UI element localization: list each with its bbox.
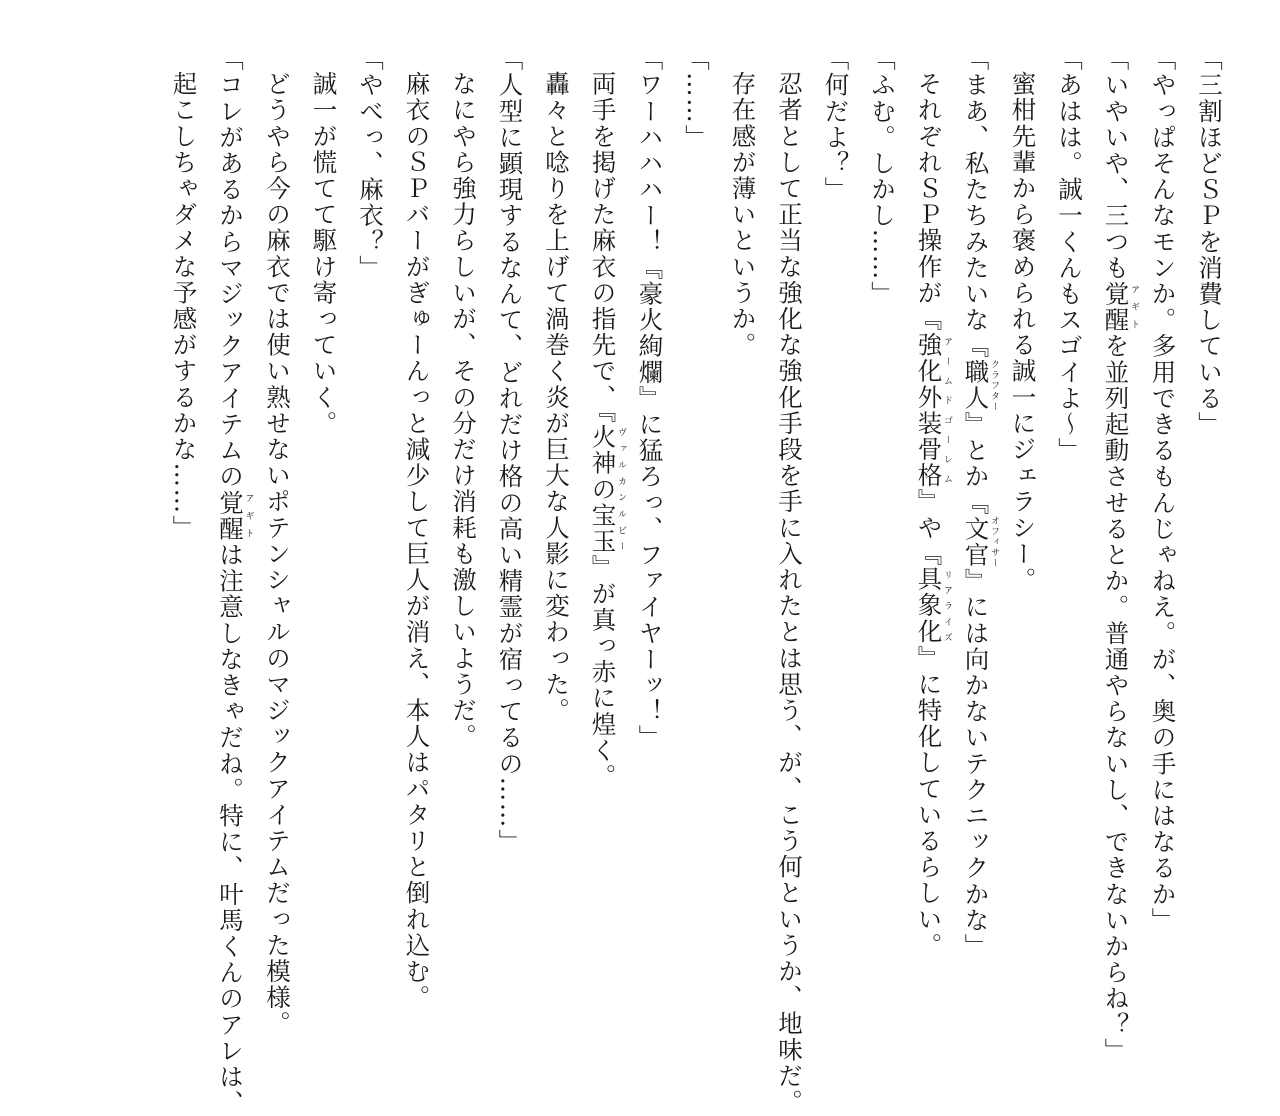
text-segment: 「まあ、私たちみたいな『 xyxy=(961,46,991,360)
text-line-20: 誠一が慌てて駆け寄っていく。 xyxy=(309,70,339,436)
text-segment: を並列起動させるとか。普通やらないし、できないからね？」 xyxy=(1101,333,1131,1064)
text-segment: は注意しなきゃだね。特に、叶馬くんのアレは、 xyxy=(216,541,245,1116)
text-line-14 xyxy=(579,46,626,1046)
text-segment: 「いやいや、三つも xyxy=(1101,46,1131,281)
text-segment: 』に特化しているらしい。 xyxy=(914,644,944,958)
text-line-10: 忍者として正当な強化な強化手段を手に入れたとは思う、が、こう何というか、地味だ。 xyxy=(775,70,804,1115)
text-line-6 xyxy=(952,46,999,1046)
text-segment: 』には向かないテクニックかな」 xyxy=(961,568,991,960)
text-line-12: 「……」 xyxy=(682,46,711,151)
text-line-3 xyxy=(1092,46,1139,1064)
text-segment: 』とか『 xyxy=(961,411,991,516)
text-line-8: 「ふむ。しかし……」 xyxy=(868,46,897,307)
text-line-17: なにやら強力らしいが、その分だけ消耗も激しいようだ。 xyxy=(449,70,478,750)
text-segment: 両手を掲げた麻衣の指先で、『 xyxy=(588,70,618,424)
ruby-annotation: 文官オフィサー xyxy=(961,515,999,569)
ruby-annotation: 強化外装骨格アームドゴーレム xyxy=(914,331,952,489)
ruby-annotation: 火神の宝玉ヴァルカンルビー xyxy=(588,423,626,555)
vertical-text-body xyxy=(160,46,1232,1116)
text-line-13: 「ワーハハハー！『豪火絢爛』に猛ろっ、ファイヤーッ！」 xyxy=(635,46,665,751)
text-segment: 「コレがあるからマジックアイテムの xyxy=(216,46,245,490)
ruby-annotation: 具象化リアライズ xyxy=(914,566,952,645)
text-line-22 xyxy=(207,46,254,1116)
text-line-11: 存在感が薄いというか。 xyxy=(728,70,758,358)
text-line-5: 蜜柑先輩から褒められる誠一にジェラシー。 xyxy=(1008,70,1038,593)
text-line-19: 「やべっ、麻衣？」 xyxy=(356,46,385,281)
ruby-annotation: 覚醒アギト xyxy=(1101,280,1139,334)
text-segment: それぞれＳＰ操作が『 xyxy=(914,70,944,332)
text-line-16: 「人型に顕現するなんて、どれだけ格の高い精霊が宿ってるの……」 xyxy=(495,46,525,856)
text-line-15: 轟々と唸りを上げて渦巻く炎が巨大な人影に変わった。 xyxy=(542,70,571,723)
text-line-21: どうやら今の麻衣では使い熟せないポテンシャルのマジックアイテムだった模様。 xyxy=(263,70,292,1037)
text-segment: 』や『 xyxy=(914,488,944,567)
text-line-4: 「あはは。誠一くんもスゴイよ～」 xyxy=(1055,46,1084,464)
text-segment: 』が真っ赤に煌く。 xyxy=(588,554,618,790)
ruby-annotation: 職人クラフター xyxy=(961,359,999,412)
ruby-annotation: 覚醒アギト xyxy=(216,489,254,542)
text-line-18: 麻衣のＳＰバーがぎゅーんっと減少して巨人が消え、本人はパタリと倒れ込む。 xyxy=(402,70,432,1011)
text-line-9: 「何だよ？」 xyxy=(821,46,851,203)
text-line-23: 起こしちゃダメな予感がするかな……」 xyxy=(169,70,199,541)
text-line-2: 「やっぱそんなモンか。多用できるもんじゃねえ。が、奥の手にはなるか」 xyxy=(1148,46,1178,934)
text-line-1: 「三割ほどＳＰを消費している」 xyxy=(1195,46,1224,438)
text-line-7 xyxy=(905,46,952,1046)
